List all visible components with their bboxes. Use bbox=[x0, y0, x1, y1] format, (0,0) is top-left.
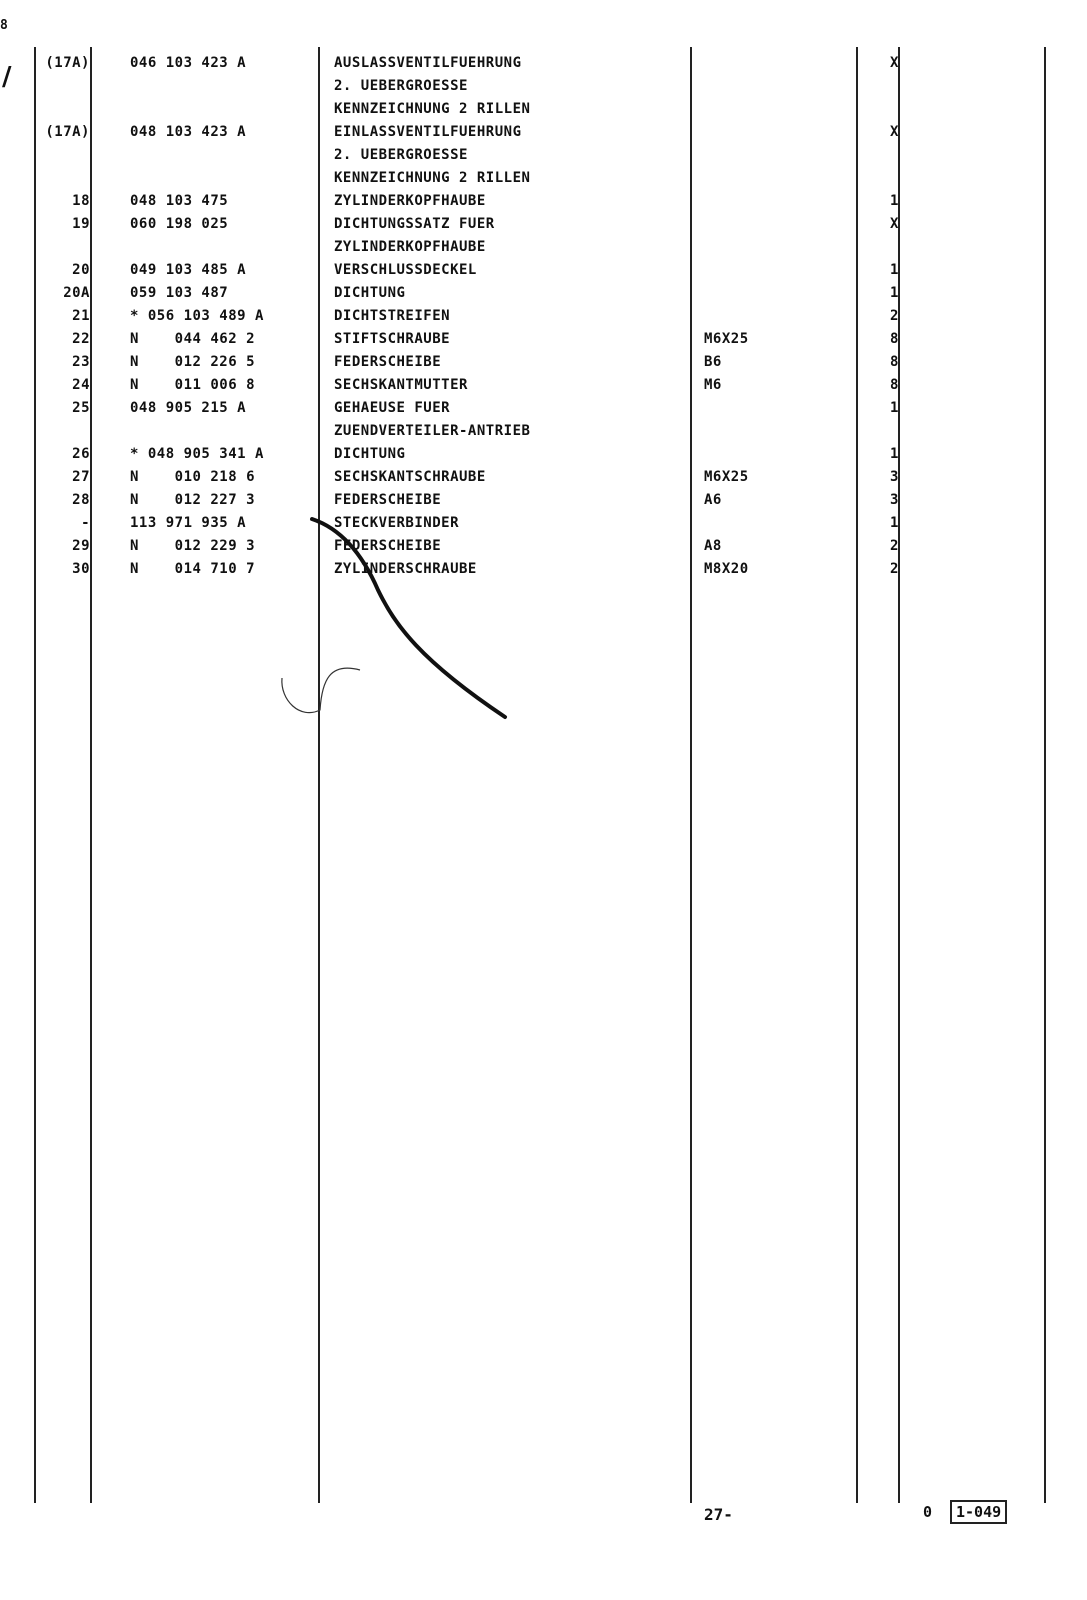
description: DICHTSTREIFEN bbox=[334, 308, 451, 324]
description: AUSLASSVENTILFUEHRUNG bbox=[334, 55, 522, 71]
quantity: 8 bbox=[890, 331, 899, 347]
position-number: 23 bbox=[72, 354, 90, 370]
description: 2. UEBERGROESSE bbox=[334, 78, 468, 94]
table-row bbox=[0, 305, 1087, 328]
description: STIFTSCHRAUBE bbox=[334, 331, 451, 347]
quantity: 1 bbox=[890, 285, 899, 301]
description: ZUENDVERTEILER-ANTRIEB bbox=[334, 423, 531, 439]
table-row bbox=[0, 351, 1087, 374]
footer-code: 1-049 bbox=[950, 1500, 1007, 1524]
table-row bbox=[0, 190, 1087, 213]
table-row bbox=[0, 75, 1087, 98]
position-number: (17A) bbox=[45, 55, 90, 71]
part-number: N 012 227 3 bbox=[130, 492, 256, 508]
description: DICHTUNGSSATZ FUER bbox=[334, 216, 495, 232]
position-number: 18 bbox=[72, 193, 90, 209]
position-number: 27 bbox=[72, 469, 90, 485]
position-number: - bbox=[81, 515, 90, 531]
description: VERSCHLUSSDECKEL bbox=[334, 262, 477, 278]
description: ZYLINDERSCHRAUBE bbox=[334, 561, 477, 577]
quantity: 1 bbox=[890, 193, 899, 209]
part-number: * 048 905 341 A bbox=[130, 446, 264, 462]
handwritten-mark: / bbox=[2, 62, 12, 92]
quantity: 1 bbox=[890, 446, 899, 462]
table-row bbox=[0, 397, 1087, 420]
table-row bbox=[0, 167, 1087, 190]
description: SECHSKANTSCHRAUBE bbox=[334, 469, 486, 485]
table-row bbox=[0, 259, 1087, 282]
description: FEDERSCHEIBE bbox=[334, 354, 442, 370]
position-number: 25 bbox=[72, 400, 90, 416]
table-row bbox=[0, 489, 1087, 512]
description: 2. UEBERGROESSE bbox=[334, 147, 468, 163]
quantity: 3 bbox=[890, 469, 899, 485]
table-row bbox=[0, 52, 1087, 75]
table-row bbox=[0, 420, 1087, 443]
remark: B6 bbox=[704, 354, 722, 370]
part-number: 113 971 935 A bbox=[130, 515, 247, 531]
table-row bbox=[0, 121, 1087, 144]
part-number: 059 103 487 bbox=[130, 285, 229, 301]
part-number: N 014 710 7 bbox=[130, 561, 256, 577]
part-number: N 011 006 8 bbox=[130, 377, 256, 393]
table-row bbox=[0, 535, 1087, 558]
description: DICHTUNG bbox=[334, 285, 406, 301]
position-number: 19 bbox=[72, 216, 90, 232]
position-number: 20 bbox=[72, 262, 90, 278]
position-number: (17A) bbox=[45, 124, 90, 140]
table-row bbox=[0, 213, 1087, 236]
remark: M6X25 bbox=[704, 469, 749, 485]
description: KENNZEICHNUNG 2 RILLEN bbox=[334, 170, 531, 186]
part-number: N 012 229 3 bbox=[130, 538, 256, 554]
part-number: N 010 218 6 bbox=[130, 469, 256, 485]
part-number: 048 103 475 bbox=[130, 193, 229, 209]
table-row bbox=[0, 558, 1087, 581]
remark: A8 bbox=[704, 538, 722, 554]
description: EINLASSVENTILFUEHRUNG bbox=[334, 124, 522, 140]
table-row bbox=[0, 466, 1087, 489]
part-number: 060 198 025 bbox=[130, 216, 229, 232]
part-number: 046 103 423 A bbox=[130, 55, 247, 71]
quantity: 1 bbox=[890, 262, 899, 278]
position-number: 22 bbox=[72, 331, 90, 347]
remark: M8X20 bbox=[704, 561, 749, 577]
description: FEDERSCHEIBE bbox=[334, 538, 442, 554]
quantity: 8 bbox=[890, 377, 899, 393]
table-row bbox=[0, 328, 1087, 351]
description: DICHTUNG bbox=[334, 446, 406, 462]
corner-mark: 8 bbox=[0, 18, 8, 33]
position-number: 28 bbox=[72, 492, 90, 508]
description: GEHAEUSE FUER bbox=[334, 400, 451, 416]
page-number: 27- bbox=[704, 1505, 733, 1524]
quantity: 3 bbox=[890, 492, 899, 508]
position-number: 21 bbox=[72, 308, 90, 324]
quantity: 1 bbox=[890, 400, 899, 416]
description: ZYLINDERKOPFHAUBE bbox=[334, 239, 486, 255]
part-number: * 056 103 489 A bbox=[130, 308, 264, 324]
footer-zero: 0 bbox=[923, 1503, 933, 1521]
remark: M6X25 bbox=[704, 331, 749, 347]
description: SECHSKANTMUTTER bbox=[334, 377, 468, 393]
table-row bbox=[0, 144, 1087, 167]
remark: A6 bbox=[704, 492, 722, 508]
part-number: 048 103 423 A bbox=[130, 124, 247, 140]
position-number: 30 bbox=[72, 561, 90, 577]
quantity: 2 bbox=[890, 538, 899, 554]
description: ZYLINDERKOPFHAUBE bbox=[334, 193, 486, 209]
position-number: 29 bbox=[72, 538, 90, 554]
position-number: 26 bbox=[72, 446, 90, 462]
quantity: 8 bbox=[890, 354, 899, 370]
table-row bbox=[0, 374, 1087, 397]
table-row bbox=[0, 98, 1087, 121]
table-row bbox=[0, 512, 1087, 535]
table-row bbox=[0, 282, 1087, 305]
table-row bbox=[0, 443, 1087, 466]
part-number: N 012 226 5 bbox=[130, 354, 256, 370]
description: STECKVERBINDER bbox=[334, 515, 460, 531]
part-number: 049 103 485 A bbox=[130, 262, 247, 278]
table-row bbox=[0, 236, 1087, 259]
part-number: 048 905 215 A bbox=[130, 400, 247, 416]
remark: M6 bbox=[704, 377, 722, 393]
quantity: X bbox=[890, 124, 899, 140]
quantity: X bbox=[890, 216, 899, 232]
position-number: 24 bbox=[72, 377, 90, 393]
description: KENNZEICHNUNG 2 RILLEN bbox=[334, 101, 531, 117]
quantity: 2 bbox=[890, 308, 899, 324]
quantity: 1 bbox=[890, 515, 899, 531]
quantity: 2 bbox=[890, 561, 899, 577]
position-number: 20A bbox=[63, 285, 90, 301]
quantity: X bbox=[890, 55, 899, 71]
description: FEDERSCHEIBE bbox=[334, 492, 442, 508]
part-number: N 044 462 2 bbox=[130, 331, 256, 347]
